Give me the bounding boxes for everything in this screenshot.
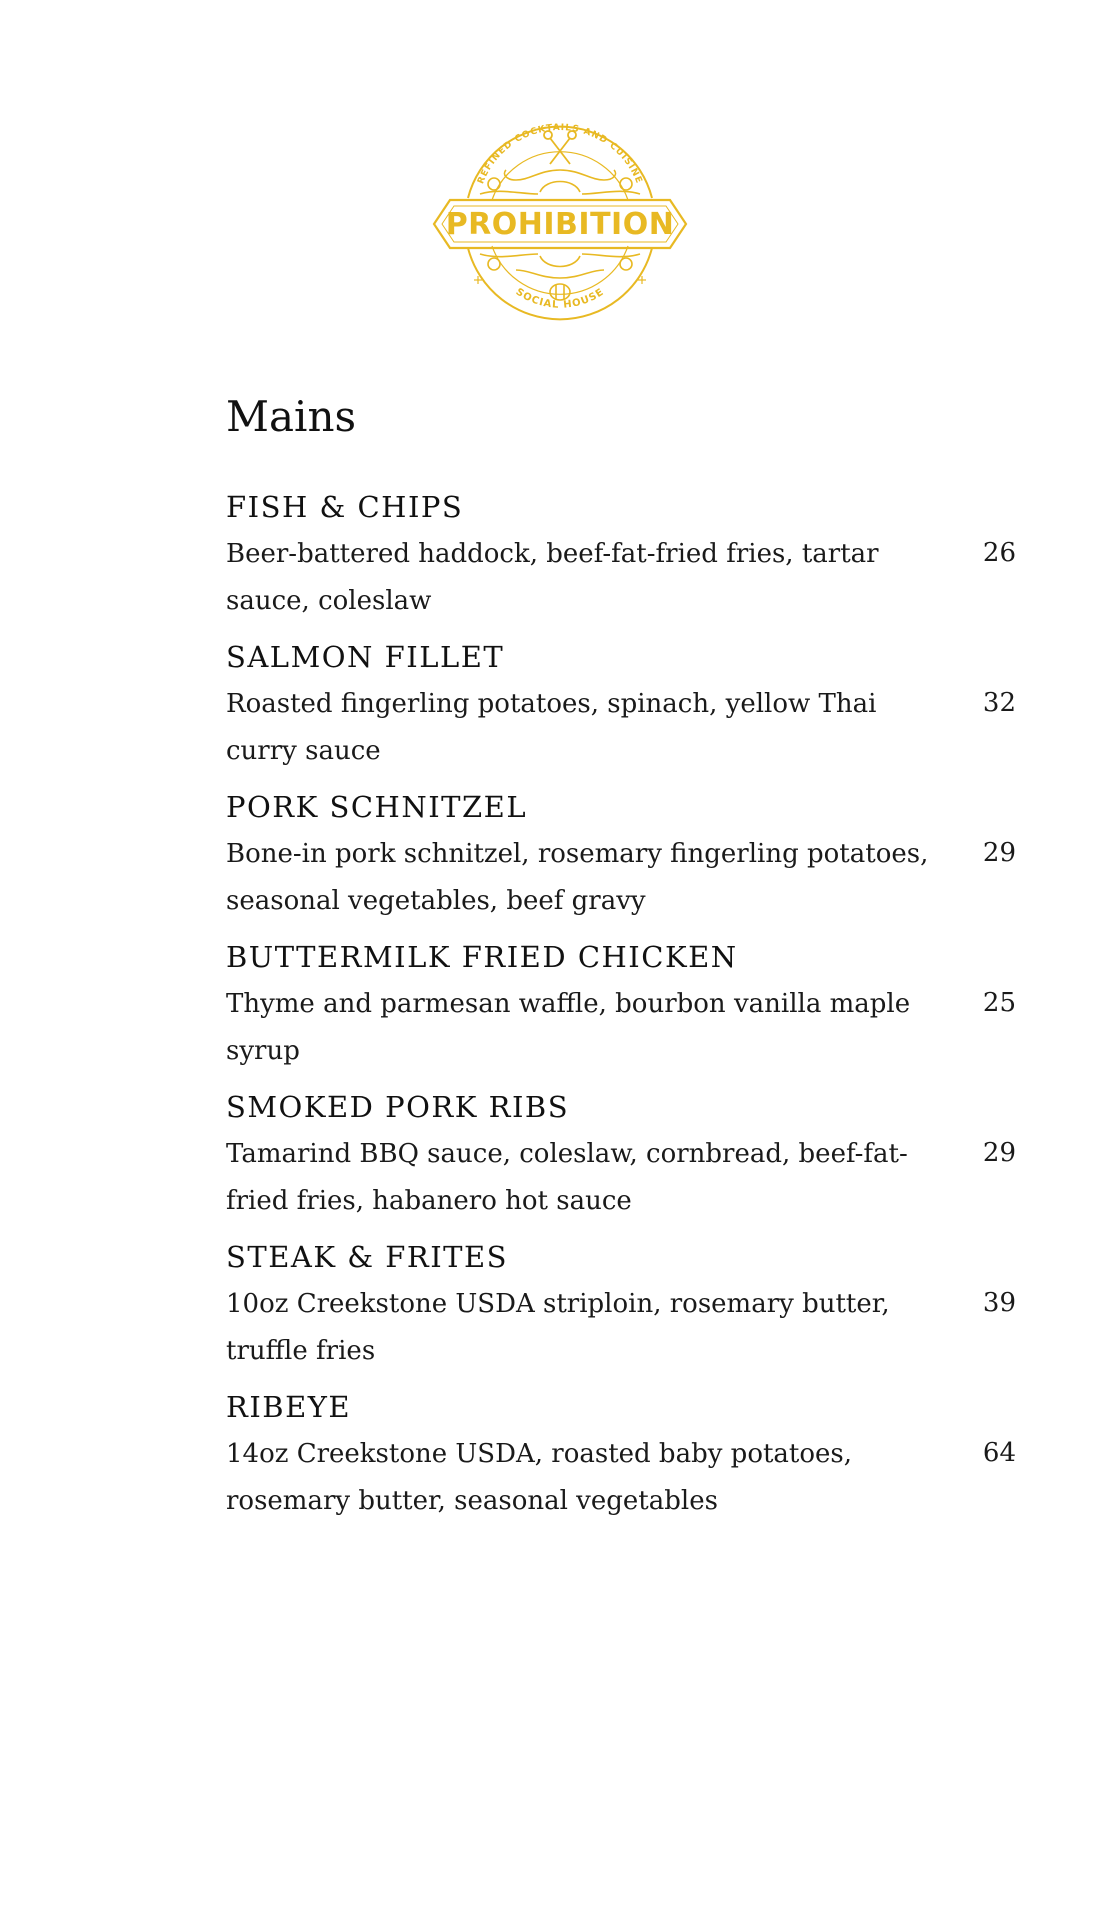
menu-item	[226, 934, 1016, 1084]
menu-item-price: 39	[982, 1288, 1016, 1318]
logo-inner-arc-bottom	[492, 246, 628, 294]
menu-item-price: 29	[982, 1138, 1016, 1168]
logo-tagline-bottom: SOCIAL HOUSE	[513, 286, 607, 311]
menu-item-description: Roasted fingerling potatoes, spinach, yellow Thai curry sauce	[226, 689, 877, 766]
menu-item-name: RIBEYE	[226, 1390, 352, 1424]
menu-item-price: 32	[982, 688, 1016, 718]
menu-item-name: SALMON FILLET	[226, 640, 505, 674]
prohibition-logo	[430, 108, 690, 336]
menu-item-description: Thyme and parmesan waffle, bourbon vanilla maple syrup	[226, 989, 911, 1066]
menu-item	[226, 1234, 1016, 1384]
logo-brand-name: PROHIBITION	[445, 207, 675, 242]
logo-tagline-top: REFINED COCKTAILS AND CUISINE	[476, 122, 644, 186]
menu-item-price: 25	[982, 988, 1016, 1018]
menu-item	[226, 634, 1016, 784]
menu-item-name: STEAK & FRITES	[226, 1240, 509, 1274]
menu-item-name: SMOKED PORK RIBS	[226, 1090, 570, 1124]
logo-emblem	[430, 108, 690, 336]
menu-item-description: Bone-in pork schnitzel, rosemary fingerling potatoes, seasonal vegetables, beef gravy	[226, 839, 929, 916]
menu-item	[226, 1384, 1016, 1534]
menu-item	[226, 1084, 1016, 1234]
lower-scroll-ornament-icon	[480, 254, 640, 278]
menu-item-description: Beer-battered haddock, beef-fat-fried fries, tartar sauce, coleslaw	[226, 539, 879, 616]
section-title: Mains	[226, 392, 357, 441]
menu-item-price: 64	[982, 1438, 1016, 1468]
menu-item-name: BUTTERMILK FRIED CHICKEN	[226, 940, 738, 974]
crossed-keys-icon	[544, 131, 576, 164]
menu-item-name: FISH & CHIPS	[226, 490, 464, 524]
menu-item-description: Tamarind BBQ sauce, coleslaw, cornbread, beef-fat-fried fries, habanero hot sauce	[226, 1139, 908, 1216]
menu-item	[226, 484, 1016, 634]
menu-item-name: PORK SCHNITZEL	[226, 790, 528, 824]
menu-list	[226, 484, 1016, 1534]
barrel-icon	[550, 284, 570, 300]
upper-scroll-ornament-icon	[480, 170, 640, 194]
menu-item	[226, 784, 1016, 934]
menu-item-price: 26	[982, 538, 1016, 568]
menu-item-description: 10oz Creekstone USDA striploin, rosemary butter, truffle fries	[226, 1289, 890, 1366]
menu-item-description: 14oz Creekstone USDA, roasted baby potatoes, rosemary butter, seasonal vegetables	[226, 1439, 853, 1516]
menu-item-price: 29	[982, 838, 1016, 868]
